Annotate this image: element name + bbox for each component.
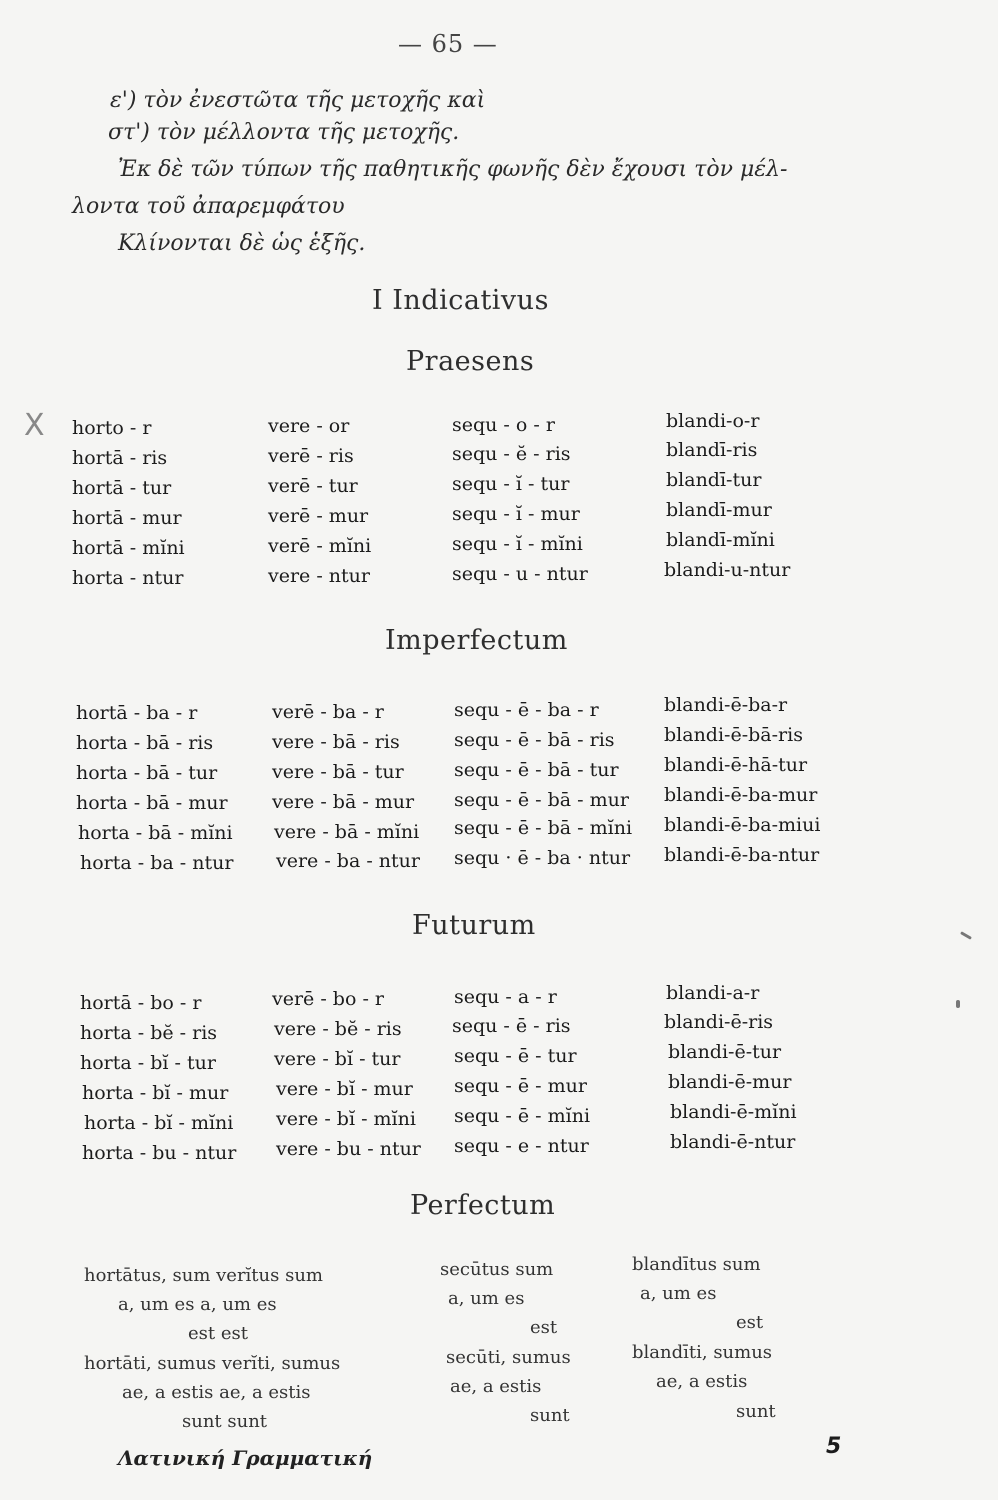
form-vereor: vere - or: [268, 415, 350, 437]
perf-line: ae, a estis: [656, 1371, 748, 1392]
form-sequebantur: sequ · ē - ba · ntur: [454, 847, 631, 869]
form-verebor: verē - bo - r: [272, 988, 384, 1010]
form-sequimur: sequ - ĭ - mur: [452, 503, 580, 525]
form-vereris: verē - ris: [268, 445, 354, 467]
form-hortantur: horta - ntur: [72, 567, 184, 589]
form-blandior: blandi-o-r: [666, 410, 760, 432]
perf-line: secūti, sumus: [446, 1347, 571, 1368]
perf-line: blandīti, sumus: [632, 1342, 773, 1363]
form-sequuntur: sequ - u - ntur: [452, 563, 588, 585]
form-verebimini: vere - bĭ - mĭni: [276, 1108, 416, 1130]
form-hortabimur: horta - bĭ - mur: [82, 1082, 229, 1104]
perf-line: sunt sunt: [182, 1411, 268, 1432]
form-blandiebamini: blandi-ē-ba-miui: [664, 814, 821, 836]
form-vereberis: vere - bĕ - ris: [274, 1018, 402, 1040]
form-blandietur: blandi-ē-tur: [668, 1041, 782, 1063]
perf-line: blandītus sum: [632, 1254, 761, 1275]
form-hortamur: hortā - mur: [72, 507, 182, 529]
form-hortatur: hortā - tur: [72, 477, 172, 499]
form-sequitur: sequ - ĭ - tur: [452, 473, 570, 495]
form-hortabar: hortā - ba - r: [76, 702, 198, 724]
form-blandiuntur: blandi-u-ntur: [664, 559, 791, 581]
perf-line: a, um es a, um es: [118, 1294, 277, 1315]
perf-line: hortātus, sum verĭtus sum: [84, 1265, 323, 1286]
form-hortabatur: horta - bā - tur: [76, 762, 218, 784]
form-sequentur: sequ - e - ntur: [454, 1135, 589, 1157]
form-hortaris: hortā - ris: [72, 447, 168, 469]
form-hortabor: hortā - bo - r: [80, 992, 202, 1014]
perf-line: sunt: [736, 1401, 776, 1422]
scan-speck: [956, 1000, 960, 1008]
form-blandiemini: blandi-ē-mĭni: [670, 1101, 797, 1123]
tense-title-futurum: Futurum: [412, 910, 536, 941]
form-verebar: verē - ba - r: [272, 701, 384, 723]
scan-speck: [960, 931, 972, 940]
form-verebitur: vere - bĭ - tur: [274, 1048, 401, 1070]
signature-mark: 5: [826, 1434, 842, 1459]
perf-line: a, um es: [640, 1283, 717, 1304]
form-veretur: verē - tur: [268, 475, 358, 497]
intro-line: στ') τὸν μέλλοντα τῆς μετοχῆς.: [108, 120, 460, 145]
form-sequebaris: sequ - ē - bā - ris: [454, 729, 615, 751]
form-blandiebaris: blandi-ē-bā-ris: [664, 724, 803, 746]
form-hortor: horto - r: [72, 417, 152, 439]
form-blandieris: blandi-ē-ris: [664, 1011, 774, 1033]
form-sequar: sequ - a - r: [454, 986, 557, 1008]
form-verebamini: vere - bā - mĭni: [274, 821, 420, 843]
perf-line: sunt: [530, 1405, 570, 1426]
form-hortabantur: horta - ba - ntur: [80, 852, 234, 874]
form-veremur: verē - mur: [268, 505, 369, 527]
form-verebamur: vere - bā - mur: [272, 791, 415, 813]
perf-line: hortāti, sumus verĭti, sumus: [84, 1353, 341, 1374]
form-hortabaris: horta - bā - ris: [76, 732, 214, 754]
form-sequebar: sequ - ē - ba - r: [454, 699, 599, 721]
form-blandiemur: blandi-ē-mur: [668, 1071, 792, 1093]
intro-line: λοντα τοῦ ἀπαρεμφάτου: [72, 194, 345, 219]
form-verebimur: vere - bĭ - mur: [276, 1078, 413, 1100]
intro-line: Ἐκ δὲ τῶν τύπων τῆς παθητικῆς φωνῆς δὲν ἔχουσι τὸν μέλ-: [118, 157, 788, 182]
form-sequeris-fut: sequ - ē - ris: [452, 1015, 571, 1037]
tense-title-perfectum: Perfectum: [410, 1190, 556, 1221]
form-hortamini: hortā - mĭni: [72, 537, 185, 559]
form-sequebamini: sequ - ē - bā - mĭni: [454, 817, 633, 839]
form-sequetur: sequ - ē - tur: [454, 1045, 577, 1067]
form-hortabamur: horta - bā - mur: [76, 792, 228, 814]
perf-line: ae, a estis ae, a estis: [122, 1382, 311, 1403]
mood-title: I Indicativus: [372, 285, 549, 316]
form-sequor: sequ - o - r: [452, 414, 555, 436]
form-blandiris: blandī-ris: [666, 439, 758, 461]
form-sequebamur: sequ - ē - bā - mur: [454, 789, 629, 811]
form-sequemur: sequ - ē - mur: [454, 1075, 587, 1097]
form-blandiebamur: blandi-ē-ba-mur: [664, 784, 818, 806]
form-hortabamini: horta - bā - mĭni: [78, 822, 233, 844]
form-hortabitur: horta - bĭ - tur: [80, 1052, 216, 1074]
form-blandiar: blandi-a-r: [666, 982, 760, 1004]
form-verebaris: vere - bā - ris: [272, 731, 400, 753]
form-verentur: vere - ntur: [268, 565, 370, 587]
form-sequimini: sequ - ĭ - mĭni: [452, 533, 583, 555]
perf-line: est: [530, 1317, 558, 1338]
form-verebatur: vere - bā - tur: [272, 761, 404, 783]
form-verebantur: vere - ba - ntur: [276, 850, 420, 872]
form-sequemini: sequ - ē - mĭni: [454, 1105, 591, 1127]
form-verebuntur: vere - bu - ntur: [276, 1138, 421, 1160]
form-blandientur: blandi-ē-ntur: [670, 1131, 796, 1153]
page-number: — 65 —: [398, 30, 498, 58]
form-sequeris: sequ - ĕ - ris: [452, 443, 571, 465]
perf-line: secūtus sum: [440, 1259, 554, 1280]
form-sequebatur: sequ - ē - bā - tur: [454, 759, 619, 781]
form-blandiebatur: blandi-ē-hā-tur: [664, 754, 808, 776]
form-blanditur: blandī-tur: [666, 469, 762, 491]
form-hortabimini: horta - bĭ - mĭni: [84, 1112, 234, 1134]
form-veremini: verē - mĭni: [268, 535, 372, 557]
form-blandiebantur: blandi-ē-ba-ntur: [664, 844, 820, 866]
perf-line: est: [736, 1312, 764, 1333]
perf-line: ae, a estis: [450, 1376, 542, 1397]
margin-mark: X: [24, 408, 45, 443]
tense-title-imperfectum: Imperfectum: [385, 625, 568, 656]
perf-line: a, um es: [448, 1288, 525, 1309]
intro-line: ε') τὸν ἐνεστῶτα τῆς μετοχῆς καὶ: [110, 88, 486, 113]
footer-book-title: Λατινική Γραμματική: [118, 1446, 373, 1470]
form-blandimini: blandī-mĭni: [666, 529, 775, 551]
form-hortaberis: horta - bĕ - ris: [80, 1022, 218, 1044]
form-blandimur: blandī-mur: [666, 499, 772, 521]
perf-line: est est: [188, 1323, 248, 1344]
intro-line: Κλίνονται δὲ ὡς ἑξῆς.: [118, 231, 366, 256]
tense-title-praesens: Praesens: [406, 346, 535, 377]
form-blandiebar: blandi-ē-ba-r: [664, 694, 788, 716]
form-hortabuntur: horta - bu - ntur: [82, 1142, 237, 1164]
